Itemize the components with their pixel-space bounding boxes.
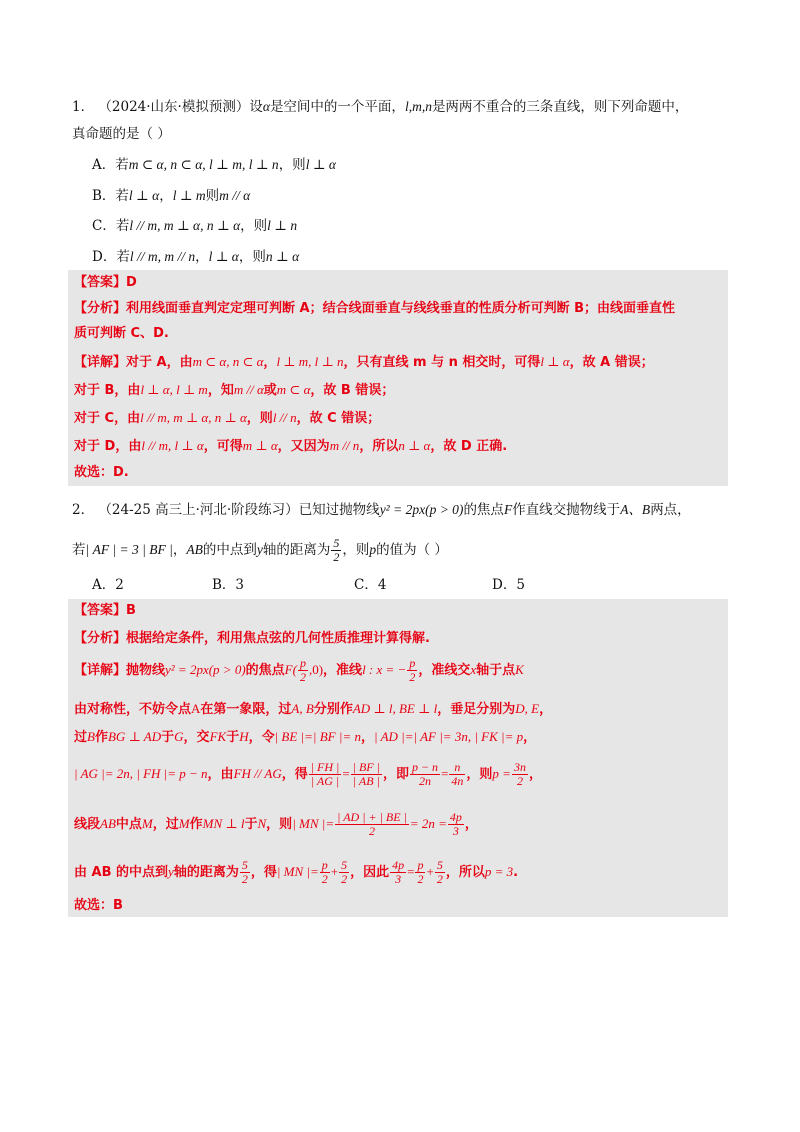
detail-text: ， [539, 702, 553, 717]
detail-text: 于 [244, 817, 258, 832]
option-text: 若 [116, 249, 130, 265]
detail-math: m // α [233, 382, 264, 397]
q2-detail-line3 [74, 727, 536, 748]
detail-fraction [309, 761, 342, 788]
detail-fraction [390, 859, 406, 886]
detail-text: ， [360, 730, 374, 745]
fraction-numerator: p [321, 858, 328, 872]
detail-text: ，则 [466, 767, 493, 782]
q1-stem-line1 [72, 97, 688, 117]
fraction-denominator: 2 [333, 550, 340, 564]
detail-text: 对于 D，由 [74, 439, 142, 454]
detail-math: M [178, 816, 190, 831]
q1-number: 1． [72, 99, 95, 115]
detail-math: F( [284, 662, 297, 677]
q2-stem-text: ，则 [342, 542, 370, 558]
detail-math: l ⊥ α [540, 354, 570, 369]
detail-fraction [320, 859, 330, 886]
detail-fraction [435, 859, 445, 886]
detail-fraction [415, 859, 425, 886]
q2-choice-line: 故选：B [74, 898, 123, 913]
fraction-numerator: p [417, 858, 424, 872]
q2-p: p [369, 542, 377, 557]
detail-fraction [410, 761, 440, 788]
detail-text: 对于 C，由 [74, 411, 141, 426]
fraction-denominator: 3 [395, 872, 402, 886]
detail-text: ，由 [207, 767, 234, 782]
detail-text: ，所以 [359, 439, 399, 454]
detail-text: ，则 [266, 817, 293, 832]
detail-text: ，故 B 错误； [310, 383, 395, 398]
q1-detail-line2 [74, 380, 394, 401]
detail-math: A, B [291, 701, 314, 716]
fraction-denominator: 2 [241, 872, 248, 886]
detail-text: ，可得 [203, 439, 243, 454]
detail-text: ，即 [382, 767, 409, 782]
q2-stem-line2 [72, 533, 448, 567]
q1-answer-line: 【答案】D [74, 275, 137, 290]
detail-math: FK [209, 729, 227, 744]
detail-fraction [240, 859, 250, 886]
detail-math: H [239, 729, 249, 744]
fraction-numerator: 5 [341, 858, 348, 872]
q2-option-d: D．5 [492, 577, 525, 593]
detail-text: ，又因为 [277, 439, 330, 454]
fraction-numerator: n [449, 761, 465, 775]
detail-text: 于 [161, 730, 175, 745]
detail-math: K [515, 662, 524, 677]
detail-fraction [448, 811, 464, 838]
q1-lmn: l,m,n [404, 99, 432, 114]
q1-detail-line1 [74, 352, 654, 373]
q1-source: （2024·山东·模拟预测） [98, 99, 250, 115]
option-text: ，则 [240, 218, 268, 234]
option-text: 若 [115, 188, 129, 204]
detail-fraction [339, 859, 349, 886]
detail-text: ，交 [183, 730, 210, 745]
option-text: ，则 [278, 157, 306, 173]
q2-stem-text: ， [172, 542, 187, 558]
fraction-denominator: 2 [417, 872, 424, 886]
detail-math: D, E [515, 701, 540, 716]
detail-math: l : x = − [362, 662, 407, 677]
fraction-numerator: 5 [436, 858, 443, 872]
detail-math: | AD |=| AF |= 3n, | FK |= p [373, 729, 524, 744]
fraction-denominator: 2 [436, 872, 443, 886]
detail-math: | MN |= [276, 864, 319, 879]
option-math: n ⊥ α [265, 249, 300, 264]
detail-math: | BE |=| BF |= n [274, 729, 361, 744]
q2-y-axis: y [256, 542, 263, 557]
detail-math: = [441, 766, 449, 781]
q1-option-c [92, 216, 297, 236]
detail-math: + [330, 864, 339, 879]
detail-math: y² = 2px(p > 0) [165, 662, 246, 677]
detail-math: = [407, 864, 415, 879]
detail-math: B [87, 729, 95, 744]
q2-focus: F [503, 502, 513, 517]
detail-math: ,0) [308, 662, 324, 677]
fraction-numerator: 3n [513, 760, 526, 774]
fraction-numerator: p [299, 656, 306, 670]
detail-math: + [426, 864, 434, 879]
detail-math: m // n [329, 438, 360, 453]
option-text: ， [159, 188, 173, 204]
detail-text: 过 [74, 730, 88, 745]
detail-math: AD ⊥ l, BE ⊥ l [352, 701, 438, 716]
detail-math: y [168, 864, 174, 879]
option-math: m // α [219, 188, 251, 203]
detail-text: 【详解】抛物线 [74, 663, 166, 678]
fraction-numerator: | BF | [352, 760, 380, 774]
detail-text: ，过 [152, 817, 179, 832]
detail-math: l // m, l ⊥ α [141, 438, 204, 453]
option-math: l ⊥ α [128, 188, 160, 203]
fraction-denominator: 2 [409, 670, 416, 684]
q2-option-c: C．4 [354, 577, 387, 593]
detail-math: m ⊂ α [276, 382, 311, 397]
q2-stem-text: 的值为（ ） [376, 542, 448, 558]
detail-math: p = 3 [484, 864, 514, 879]
detail-math: l ⊥ α, l ⊥ m [140, 382, 208, 397]
fraction-denominator: 2 [299, 670, 306, 684]
q2-stem-text: 的焦点 [463, 502, 504, 518]
detail-math: A [191, 701, 201, 716]
detail-text: 中点 [115, 817, 142, 832]
fraction-denominator: 4n [451, 774, 464, 788]
detail-text: ， [523, 730, 537, 745]
detail-text: ，因此 [350, 865, 390, 880]
detail-text: ，得 [250, 865, 277, 880]
option-math: l ⊥ n [267, 218, 298, 233]
detail-math: MN ⊥ l [202, 816, 245, 831]
detail-text: 作 [189, 817, 203, 832]
q2-stem-text: 两点， [650, 502, 691, 518]
fraction-denominator: 2n [419, 774, 431, 788]
q1-alpha: α [262, 99, 270, 114]
detail-text: ，垂足分别为 [437, 702, 516, 717]
q2-option-a: A．2 [92, 577, 124, 593]
detail-text: ，令 [248, 730, 275, 745]
detail-math: m ⊥ α [242, 438, 278, 453]
detail-text: 于 [226, 730, 240, 745]
detail-text: 【详解】对于 A，由 [74, 355, 193, 370]
detail-math: = 2n = [409, 816, 447, 831]
fraction-numerator: | FH | [310, 760, 340, 774]
detail-math: BG ⊥ AD [107, 729, 162, 744]
detail-text: ，故 A 错误； [569, 355, 654, 370]
detail-text: 作 [94, 730, 108, 745]
q1-analysis-line1: 【分析】利用线面垂直判定定理可判断 A；结合线面垂直与线线垂直的性质分析可判断 B；由线面垂直性 [74, 301, 676, 316]
option-math: l ⊥ α [208, 249, 239, 264]
q2-stem-text: 作直线交抛物线于 [512, 502, 621, 518]
q1-stem-text: 设 [249, 99, 263, 115]
q1-option-a [92, 155, 336, 175]
fraction-denominator: | AB | [352, 774, 380, 788]
q2-detail-line4 [74, 755, 542, 793]
q2-option-b: B．3 [212, 577, 245, 593]
detail-fraction [512, 761, 528, 788]
fraction-denominator: 2 [341, 872, 348, 886]
fraction-numerator: | AD | + | BE | [337, 810, 407, 824]
detail-text: 的焦点 [245, 663, 285, 678]
detail-math: FH // AG [233, 766, 282, 781]
detail-text: ，得 [281, 767, 308, 782]
fraction-denominator: | AG | [310, 774, 340, 788]
fraction-denominator: 2 [321, 872, 328, 886]
detail-fraction [298, 657, 308, 684]
q1-stem-text: 是两两不重合的三条直线，则下列命题中， [431, 99, 689, 115]
detail-text: ， [528, 767, 542, 782]
q1-choice-line: 故选：D. [74, 465, 129, 480]
q2-segment: AB [186, 542, 203, 557]
fraction-numerator: 4p [392, 858, 405, 872]
q2-distance-fraction [331, 537, 341, 564]
detail-text: 轴的距离为 [173, 865, 239, 880]
option-text: 若 [115, 157, 129, 173]
option-label: D． [92, 249, 117, 265]
detail-text: 由对称性，不妨令点 [74, 702, 192, 717]
option-math: l ⊥ α [305, 157, 336, 172]
detail-text: ，故 C 错误； [296, 411, 381, 426]
detail-math: | MN |= [292, 816, 335, 831]
q2-parabola: y² = 2px(p > 0) [379, 502, 464, 517]
detail-text: ，所以 [445, 865, 485, 880]
option-text: ， [195, 249, 209, 265]
detail-text: 由 AB 的中点到 [74, 865, 169, 880]
q1-stem-text: 是空间中的一个平面， [269, 99, 405, 115]
detail-fraction [351, 761, 382, 788]
detail-text: ，知 [207, 383, 234, 398]
detail-text: 或 [263, 383, 277, 398]
detail-text: ，准线交 [418, 663, 471, 678]
q2-stem-line1 [72, 500, 691, 520]
q2-detail-line1 [74, 653, 524, 687]
detail-math: l // m, m ⊥ α, n ⊥ α [140, 410, 247, 425]
detail-fraction [335, 811, 409, 838]
option-math: m ⊂ α, n ⊂ α, l ⊥ m, l ⊥ n [128, 157, 279, 172]
detail-text: 在第一象限，过 [200, 702, 292, 717]
q1-detail-line4 [74, 436, 507, 457]
detail-text: ， [464, 817, 478, 832]
option-label: C． [92, 218, 116, 234]
detail-math: AB [100, 816, 116, 831]
detail-text: 对于 B，由 [74, 383, 141, 398]
q2-number: 2． [72, 502, 95, 518]
option-math: l ⊥ m [172, 188, 206, 203]
option-label: A． [92, 157, 116, 173]
detail-math: x [470, 662, 477, 677]
fraction-numerator: 4p [449, 810, 462, 824]
detail-math: l ⊥ m, l ⊥ n [276, 354, 344, 369]
detail-math: M [141, 816, 153, 831]
q1-analysis-line2: 质可判断 C、D. [74, 326, 169, 341]
q1-detail-line3 [74, 408, 380, 429]
option-text: ，则 [238, 249, 266, 265]
detail-math: | AG |= 2n, | FH |= p − n [74, 766, 208, 781]
fraction-numerator: p [409, 656, 416, 670]
detail-math: G [174, 729, 184, 744]
q2-stem-text: 轴的距离为 [262, 542, 331, 558]
q2-answer-block [68, 599, 728, 917]
fraction-numerator: 5 [333, 536, 340, 550]
detail-text: 分别作 [313, 702, 353, 717]
q2-source: （24-25 高三上·河北·阶段练习） [98, 502, 299, 518]
q2-answer-line: 【答案】B [74, 603, 136, 618]
fraction-denominator: 3 [452, 824, 459, 838]
detail-text: ，只有直线 m 与 n 相交时，可得 [343, 355, 541, 370]
detail-text: ，准线 [323, 663, 363, 678]
q2-analysis-line: 【分析】根据给定条件，利用焦点弦的几何性质推理计算得解. [74, 631, 430, 646]
q2-detail-line6 [74, 853, 518, 891]
detail-text: . [513, 865, 519, 880]
option-text: 则 [205, 188, 220, 204]
q1-answer-block [68, 270, 728, 486]
detail-fraction [449, 761, 465, 788]
q2-condition: | AF | = 3 | BF | [85, 542, 173, 557]
q2-stem-text: 已知过抛物线 [298, 502, 380, 518]
q1-option-b [92, 186, 250, 206]
detail-text: ， [263, 355, 277, 370]
fraction-denominator: 2 [516, 774, 523, 788]
detail-text: 轴于点 [476, 663, 516, 678]
detail-math: n ⊥ α [398, 438, 431, 453]
detail-math: m ⊂ α, n ⊂ α [192, 354, 264, 369]
detail-text: ，则 [246, 411, 273, 426]
q1-stem-line2: 真命题的是（ ） [72, 126, 171, 142]
option-math: l // m, m ⊥ α, n ⊥ α [129, 218, 241, 233]
detail-fraction [407, 657, 417, 684]
q2-stem-text: 的中点到 [202, 542, 257, 558]
detail-math: = [342, 766, 350, 781]
option-text: 若 [115, 218, 130, 234]
q2-detail-line5 [74, 805, 478, 843]
detail-math: p = [492, 766, 511, 781]
fraction-denominator: 2 [368, 824, 375, 838]
q2-stem-text: 若 [72, 542, 86, 558]
detail-math: N [257, 816, 267, 831]
detail-text: ，故 D 正确. [430, 439, 508, 454]
option-math: l // m, m // n [129, 249, 196, 264]
fraction-numerator: p − n [411, 760, 439, 774]
detail-text: 线段 [74, 817, 101, 832]
fraction-numerator: 5 [241, 858, 248, 872]
option-label: B． [92, 188, 116, 204]
q1-option-d [92, 247, 299, 267]
detail-math: l // n [272, 410, 297, 425]
q2-detail-line2 [74, 699, 552, 720]
q2-points: A、B [620, 502, 651, 517]
